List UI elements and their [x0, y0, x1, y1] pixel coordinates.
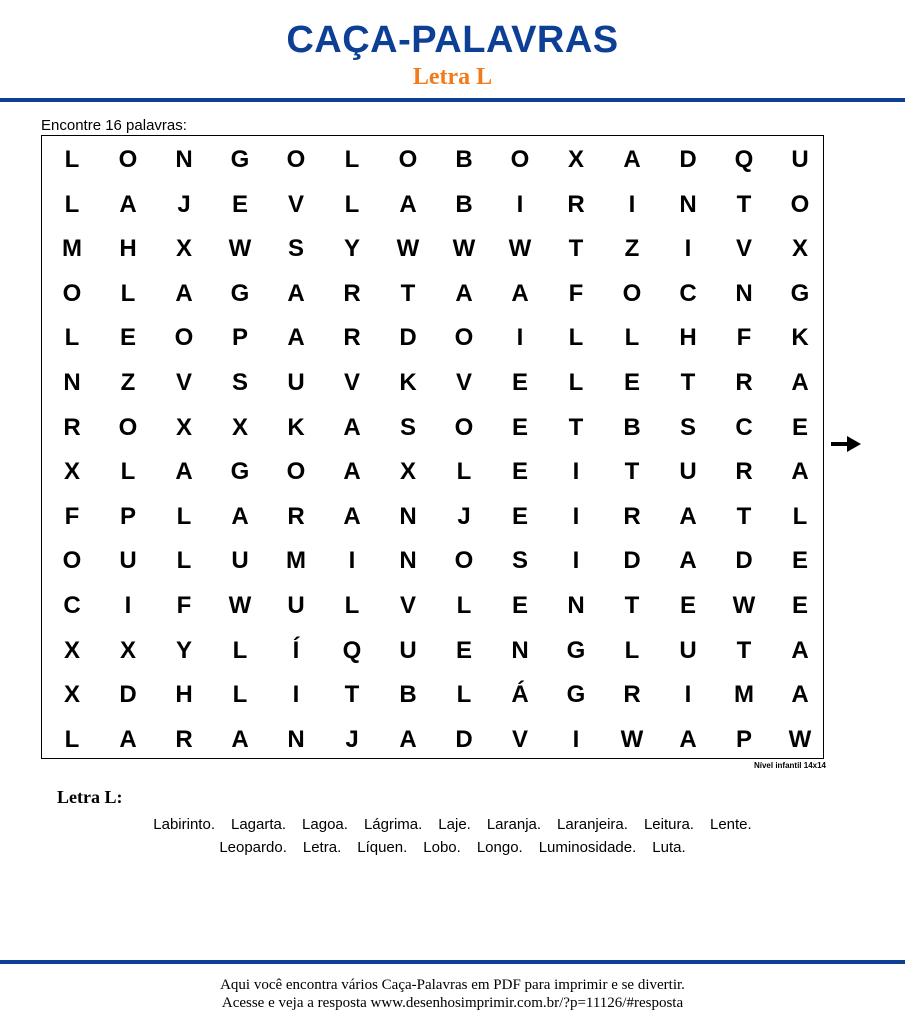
grid-letter: O — [510, 146, 530, 173]
grid-letter: D — [735, 547, 753, 575]
grid-letter: I — [628, 190, 636, 218]
grid-letter: E — [511, 502, 528, 530]
grid-letter: W — [396, 235, 420, 263]
page-subtitle: Letra L — [412, 64, 493, 90]
grid-letter: X — [791, 235, 808, 263]
grid-letter: A — [343, 458, 361, 486]
grid-letter: K — [287, 413, 305, 441]
grid-letter: E — [511, 413, 528, 441]
grid-letter: R — [623, 502, 641, 530]
grid-letter: I — [292, 681, 300, 709]
grid-letter: D — [623, 547, 641, 575]
footer-link-text: Acesse e veja a resposta www.desenhosimprimir.com.br/?p=11126/#resposta — [221, 995, 684, 1011]
grid-letter: M — [286, 547, 306, 575]
grid-letter: V — [399, 592, 416, 619]
grid-letter: S — [679, 413, 696, 441]
word-list-item: Líquen. — [357, 839, 408, 856]
grid-letter: G — [230, 279, 250, 307]
grid-letter: E — [791, 592, 808, 619]
grid-letter: V — [455, 369, 472, 396]
grid-letter: C — [679, 279, 697, 307]
grid-letter: N — [175, 146, 193, 173]
grid-letter: S — [511, 547, 528, 575]
grid-letter: Y — [175, 636, 192, 664]
grid-letter: O — [454, 413, 474, 441]
grid-letter: E — [679, 592, 696, 619]
word-list-item: Labirinto. — [153, 816, 215, 833]
grid-letter: W — [228, 592, 252, 619]
puzzle-instruction: Encontre 16 palavras: — [41, 117, 187, 134]
grid-letter: T — [624, 458, 640, 486]
grid-letter: W — [788, 725, 812, 753]
grid-letter: A — [231, 502, 249, 530]
grid-letter: G — [230, 458, 250, 486]
grid-letter: J — [177, 190, 191, 218]
grid-letter: A — [679, 502, 697, 530]
grid-letter: P — [735, 725, 752, 753]
grid-letter: L — [64, 324, 80, 352]
grid-letter: R — [623, 681, 641, 709]
grid-letter: X — [63, 458, 80, 486]
grid-letter: E — [231, 190, 248, 218]
grid-letter: B — [623, 413, 641, 441]
grid-letter: C — [735, 413, 753, 441]
grid-letter: A — [287, 324, 305, 352]
grid-letter: A — [791, 681, 809, 709]
grid-letter: R — [735, 369, 753, 396]
grid-letter: E — [791, 547, 808, 575]
grid-letter: X — [567, 146, 584, 173]
grid-letter: B — [455, 190, 473, 218]
grid-letter: M — [734, 681, 754, 709]
grid-letter: X — [399, 458, 416, 486]
grid-letter: X — [175, 413, 192, 441]
grid-letter: A — [119, 190, 137, 218]
grid-letter: R — [63, 413, 81, 441]
grid-letter: V — [343, 369, 360, 396]
grid-letter: A — [455, 279, 473, 307]
grid-letter: O — [398, 146, 418, 173]
grid-letter: X — [63, 681, 80, 709]
grid-letter: O — [286, 458, 306, 486]
grid-letter: S — [399, 413, 416, 441]
grid-letter: V — [175, 369, 192, 396]
grid-letter: F — [64, 502, 80, 530]
grid-letter: T — [568, 413, 584, 441]
grid-letter: X — [175, 235, 192, 263]
grid-letter: E — [119, 324, 136, 352]
grid-letter: R — [567, 190, 585, 218]
grid-letter: T — [400, 279, 416, 307]
grid-letter: A — [791, 369, 809, 396]
grid-letter: O — [62, 279, 82, 307]
grid-letter: L — [64, 146, 80, 173]
grid-letter: O — [454, 324, 474, 352]
grid-letter: A — [511, 279, 529, 307]
word-list-item: Laje. — [438, 816, 471, 833]
grid-letter: H — [679, 324, 697, 352]
word-list-item: Leitura. — [643, 816, 694, 833]
grid-letter: K — [791, 324, 809, 352]
grid-letter: D — [455, 725, 473, 753]
grid-letter: T — [344, 681, 360, 709]
grid-letter: Z — [624, 235, 640, 263]
grid-letter: Q — [734, 146, 754, 173]
grid-letter: W — [228, 235, 252, 263]
word-list-item: Lagarta. — [231, 816, 287, 833]
grid-letter: U — [287, 369, 305, 396]
grid-letter: L — [176, 547, 192, 575]
grid-letter: O — [62, 547, 82, 575]
grid-letter: C — [63, 592, 81, 619]
grid-letter: P — [231, 324, 248, 352]
grid-letter: H — [175, 681, 193, 709]
word-list-item: Leopardo. — [219, 839, 287, 856]
grid-letter: N — [399, 547, 417, 575]
grid-letter: A — [175, 458, 193, 486]
grid-letter: L — [792, 502, 808, 530]
grid-letter: J — [457, 502, 471, 530]
grid-letter: J — [345, 725, 359, 753]
grid-letter: I — [348, 547, 356, 575]
word-search-grid — [41, 135, 824, 759]
grid-letter: A — [343, 413, 361, 441]
word-list-title: Letra L: — [57, 787, 123, 807]
grid-letter: E — [791, 413, 808, 441]
grid-letter: G — [566, 636, 586, 664]
grid-letter: L — [120, 279, 136, 307]
grid-letter: L — [120, 458, 136, 486]
grid-letter: I — [516, 324, 524, 352]
grid-letter: W — [508, 235, 532, 263]
grid-letter: P — [119, 502, 136, 530]
grid-letter: I — [684, 681, 692, 709]
word-list-line-2 — [0, 838, 905, 858]
grid-letter: N — [567, 592, 585, 619]
grid-letter: T — [624, 592, 640, 619]
grid-letter: T — [736, 190, 752, 218]
grid-letter: N — [679, 190, 697, 218]
grid-letter: X — [231, 413, 248, 441]
grid-letter: A — [119, 725, 137, 753]
grid-letter: N — [63, 369, 81, 396]
grid-letter: Y — [343, 235, 360, 263]
grid-letter: W — [452, 235, 476, 263]
grid-letter: Q — [342, 636, 362, 664]
grid-letter: A — [399, 190, 417, 218]
grid-letter: B — [455, 146, 473, 173]
word-list-item: Lente. — [709, 816, 752, 833]
grid-letter: L — [456, 681, 472, 709]
grid-letter: L — [64, 725, 80, 753]
grid-letter: R — [735, 458, 753, 486]
footer-text: Aqui você encontra vários Caça-Palavras em PDF para imprimir e se divertir. — [220, 977, 685, 993]
grid-letter: U — [791, 146, 809, 173]
grid-letter: E — [623, 369, 640, 396]
grid-letter: T — [568, 235, 584, 263]
grid-letter: I — [516, 190, 524, 218]
grid-letter: L — [456, 458, 472, 486]
grid-letter: V — [735, 235, 752, 263]
grid-letter: S — [287, 235, 304, 263]
grid-letter: A — [287, 279, 305, 307]
grid-letter: A — [231, 725, 249, 753]
word-list-item: Longo. — [476, 839, 523, 856]
grid-letter: I — [684, 235, 692, 263]
grid-letter: A — [679, 725, 697, 753]
word-list-item: Luta. — [652, 839, 686, 856]
grid-letter: T — [736, 502, 752, 530]
grid-letter: A — [399, 725, 417, 753]
top-divider — [0, 98, 905, 102]
grid-letter: O — [286, 146, 306, 173]
grid-letter: A — [343, 502, 361, 530]
grid-letter: U — [679, 636, 697, 664]
grid-letter: L — [624, 636, 640, 664]
grid-letter: U — [231, 547, 249, 575]
grid-letter: L — [64, 190, 80, 218]
grid-letter: E — [455, 636, 472, 664]
grid-letter: A — [175, 279, 193, 307]
grid-letter: G — [790, 279, 810, 307]
page-title: CAÇA-PALAVRAS — [286, 19, 619, 61]
grid-letter: B — [399, 681, 417, 709]
grid-letter: D — [679, 146, 697, 173]
grid-letter: L — [568, 369, 584, 396]
grid-letter: S — [231, 369, 248, 396]
grid-letter: E — [511, 458, 528, 486]
grid-letter: A — [679, 547, 697, 575]
grid-letter: R — [175, 725, 193, 753]
grid-letter: F — [736, 324, 752, 352]
grid-letter: F — [176, 592, 192, 619]
word-list-item: Luminosidade. — [538, 839, 637, 856]
grid-letter: M — [62, 235, 82, 263]
grid-letter: O — [174, 324, 194, 352]
grid-letter: O — [790, 190, 810, 218]
word-list-line-1 — [0, 815, 905, 835]
word-list-item: Lágrima. — [363, 816, 423, 833]
grid-letter: L — [232, 681, 248, 709]
grid-letter: V — [287, 190, 304, 218]
bottom-divider — [0, 960, 905, 964]
grid-letter: U — [679, 458, 697, 486]
grid-letter: G — [566, 681, 586, 709]
grid-letter: R — [343, 279, 361, 307]
grid-letter: A — [623, 146, 641, 173]
grid-letter: N — [287, 725, 305, 753]
grid-letter: A — [791, 458, 809, 486]
word-list-item: Laranjeira. — [557, 816, 628, 833]
grid-letter: O — [118, 413, 138, 441]
grid-letter: H — [119, 235, 137, 263]
grid-letter: E — [511, 369, 528, 396]
grid-letter: O — [622, 279, 642, 307]
grid-letter: O — [454, 547, 474, 575]
grid-letter: L — [624, 324, 640, 352]
grid-letter: E — [511, 592, 528, 619]
grid-letter: I — [572, 725, 580, 753]
grid-letter: Í — [292, 636, 300, 664]
grid-letter: G — [230, 146, 250, 173]
grid-letter: I — [572, 458, 580, 486]
grid-letter: U — [399, 636, 417, 664]
grid-letter: V — [511, 725, 528, 753]
grid-letter: O — [118, 146, 138, 173]
grid-letter: W — [732, 592, 756, 619]
grid-letter: D — [119, 681, 137, 709]
grid-letter: U — [287, 592, 305, 619]
grid-letter: Z — [120, 369, 136, 396]
grid-letter: X — [119, 636, 136, 664]
word-list-item: Lobo. — [423, 839, 461, 856]
word-list-item: Letra. — [302, 839, 342, 856]
grid-letter: L — [568, 324, 584, 352]
grid-letter: L — [456, 592, 472, 619]
grid-letter: L — [344, 146, 360, 173]
grid-letter: R — [287, 502, 305, 530]
grid-letter: N — [735, 279, 753, 307]
grid-letter: L — [176, 502, 192, 530]
right-arrow-icon — [829, 434, 863, 454]
grid-letter: T — [736, 636, 752, 664]
level-label: Nível infantil 14x14 — [753, 761, 826, 770]
grid-letter: F — [568, 279, 584, 307]
word-list-item: Lagoa. — [302, 816, 348, 833]
grid-letter: K — [399, 369, 417, 396]
grid-letter: L — [344, 592, 360, 619]
grid-letter: W — [620, 725, 644, 753]
grid-letter: U — [119, 547, 137, 575]
grid-letter: T — [680, 369, 696, 396]
grid-letter: R — [343, 324, 361, 352]
grid-letter: L — [344, 190, 360, 218]
grid-letter: A — [791, 636, 809, 664]
grid-letter: L — [232, 636, 248, 664]
grid-letter: I — [124, 592, 132, 619]
grid-letter: X — [63, 636, 80, 664]
grid-letter: N — [511, 636, 529, 664]
grid-letter: D — [399, 324, 417, 352]
word-list-item: Laranja. — [486, 816, 542, 833]
grid-letter: Á — [511, 681, 529, 709]
grid-letter: N — [399, 502, 417, 530]
grid-letter: I — [572, 547, 580, 575]
grid-letter: I — [572, 502, 580, 530]
